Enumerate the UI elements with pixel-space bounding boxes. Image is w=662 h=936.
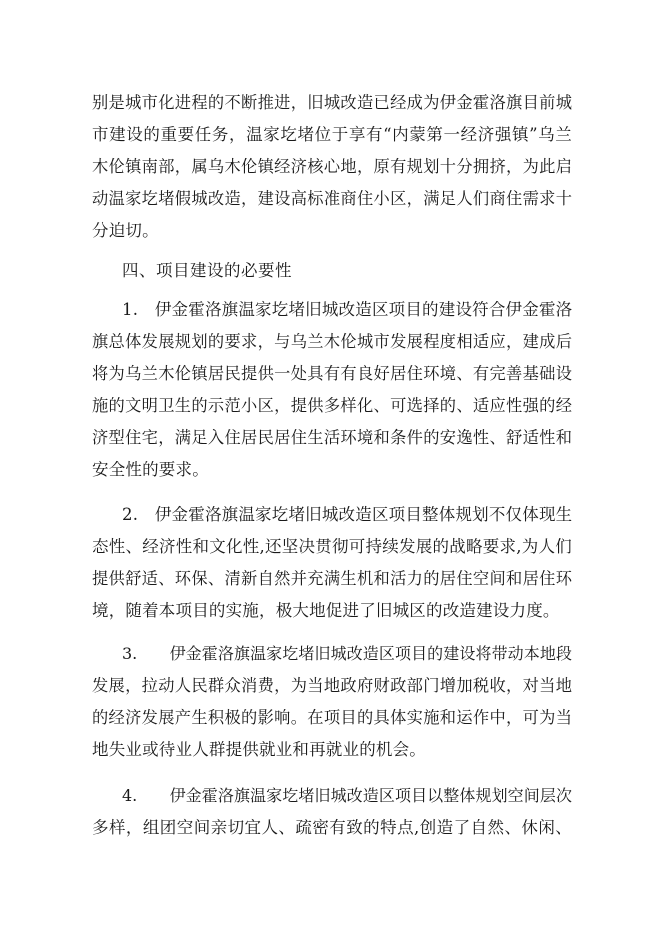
item-2-line-3: 提供舒适、环保、清新自然并充满生机和活力的居住空间和居住环 [92,569,572,588]
intro-line-3: 木伦镇南部，属乌木伦镇经济核心地，原有规划十分拥挤，为此启 [92,157,572,176]
item-1-line-6: 安全性的要求。 [92,460,209,479]
section-heading: 四、项目建设的必要性 [122,261,292,280]
item-2-line-2: 态性、经济性和文化性,还坚决贯彻可持续发展的战略要求,为人们 [92,537,572,556]
item-3-line-2: 发展，拉动人民群众消费，为当地政府财政部门增加税收，对当地 [92,676,572,695]
item-3-line-3: 的经济发展产生积极的影响。在项目的具体实施和运作中，可为当 [92,708,572,727]
intro-line-1: 别是城市化进程的不断推进，旧城改造已经成为伊金霍洛旗目前城 [92,93,572,112]
intro-line-5: 分迫切。 [92,221,159,240]
item-3-line-1: 3. 伊金霍洛旗温家圪堵旧城改造区项目的建设将带动本地段 [122,644,572,663]
item-2-line-4: 境，随着本项目的实施，极大地促进了旧城区的改造建设力度。 [92,601,560,620]
item-4-line-1: 4. 伊金霍洛旗温家圪堵旧城改造区项目以整体规划空间层次 [122,786,572,805]
item-1-line-2: 旗总体发展规划的要求，与乌兰木伦城市发展程度相适应，建成后 [92,332,572,351]
intro-line-4: 动温家圪堵假城改造，建设高标准商住小区，满足人们商住需求十 [92,189,572,208]
item-1-line-4: 施的文明卫生的示范小区，提供多样化、可选择的、适应性强的经 [92,396,572,415]
item-4-line-2: 多样，组团空间亲切宜人、疏密有致的特点,创造了自然、休闲、 [92,818,572,837]
item-3-line-4: 地失业或待业人群提供就业和再就业的机会。 [92,740,426,759]
item-2-line-1: 2. 伊金霍洛旗温家圪堵旧城改造区项目整体规划不仅体现生 [122,505,573,524]
intro-line-2: 市建设的重要任务，温家圪堵位于享有“内蒙第一经济强镇”乌兰 [92,125,572,144]
item-1-line-1: 1. 伊金霍洛旗温家圪堵旧城改造区项目的建设符合伊金霍洛 [122,300,573,319]
item-1-line-3: 将为乌兰木伦镇居民提供一处具有有良好居住环境、有完善基础设 [92,364,572,383]
item-1-line-5: 济型住宅，满足入住居民居住生活环境和条件的安逸性、舒适性和 [92,428,572,447]
